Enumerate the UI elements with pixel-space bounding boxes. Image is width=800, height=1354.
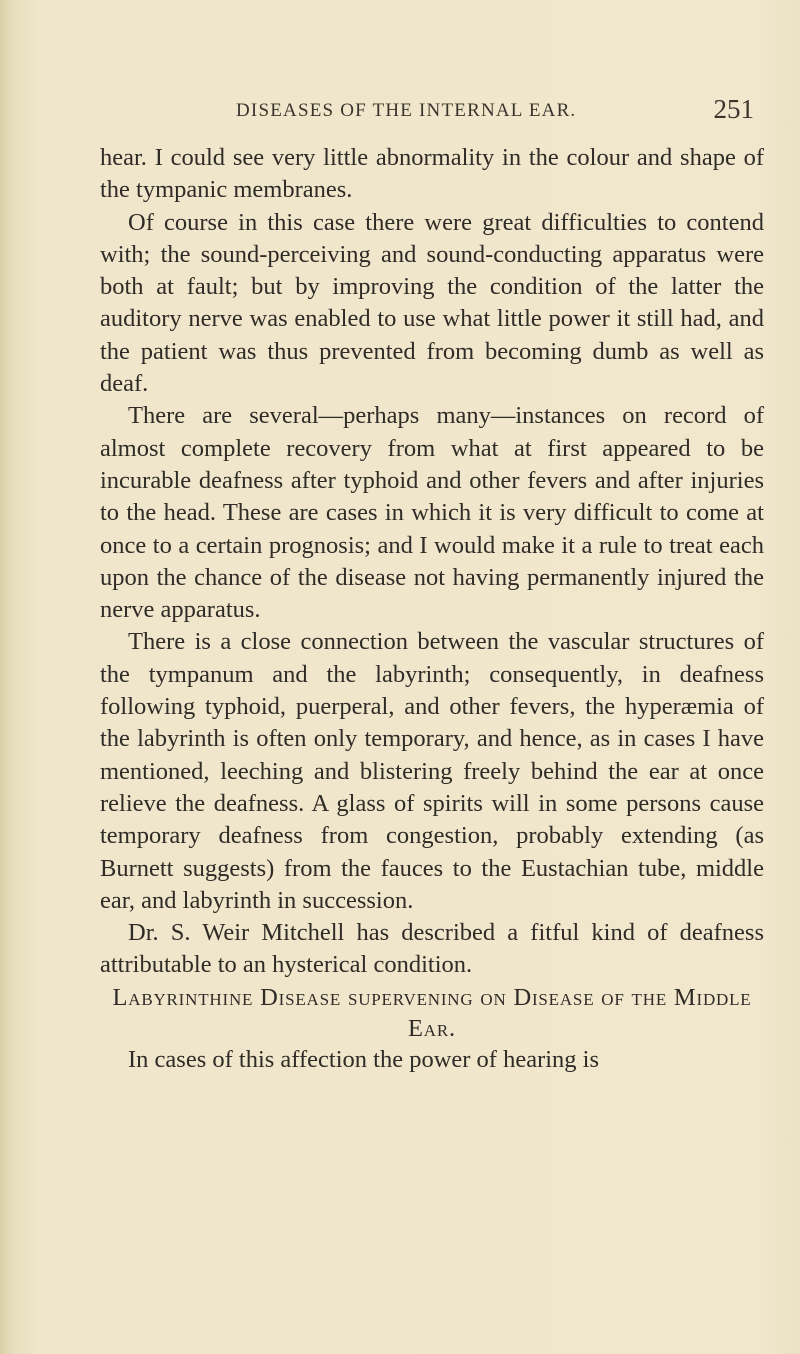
paragraph-continuation: hear. I could see very little abnormality in the colour and shape of the tympanic membranes. (100, 144, 764, 204)
paragraph-difficulties: Of course in this case there were great difficulties to contend with; the sound-perceiving and sound-conducting apparatus were both at fault; but by improving the condition of the latter the auditory nerve was enabled to use what little power it still had, and the patient was thus prevented from becoming dumb as well as deaf. (100, 208, 764, 398)
paragraph-vascular-connection: There is a close connection between the vascular structures of the tympanum and the labyrinth; consequently, in deafness following typhoid, puerperal, and other fevers, the hyperæmia of the labyrinth is often only temporary, and hence, as in cases I have mentioned, leeching and blistering freely behind the ear at once relieve the deafness. A glass of spirits will in some persons cause temporary deafness from congestion, probably extending (as Burnett suggests) from the fauces to the Eustachian tube, middle ear, and labyrinth in succession. (100, 628, 764, 914)
section-heading: Labyrinthine Disease supervening on Disease of the Middle Ear. (112, 983, 752, 1042)
paragraph-recovery-instances: There are several—perhaps many—instances on record of almost complete recovery from what at first appeared to be incurable deafness after typhoid and other fevers and after injuries to the head. These are cases in which it is very difficult to come at once to a certain prognosis; and I would make it a rule to treat each upon the chance of the disease not having permanently injured the nerve apparatus. (100, 402, 764, 624)
body-text (100, 142, 764, 1076)
page-header (236, 94, 754, 128)
paragraph-weir-mitchell: Dr. S. Weir Mitchell has described a fitful kind of deafness attributable to an hysterical condition. (100, 919, 764, 979)
page-number: 251 (713, 94, 754, 124)
running-head: DISEASES OF THE INTERNAL EAR. (236, 100, 577, 121)
paragraph-final: In cases of this affection the power of hearing is (128, 1045, 600, 1073)
